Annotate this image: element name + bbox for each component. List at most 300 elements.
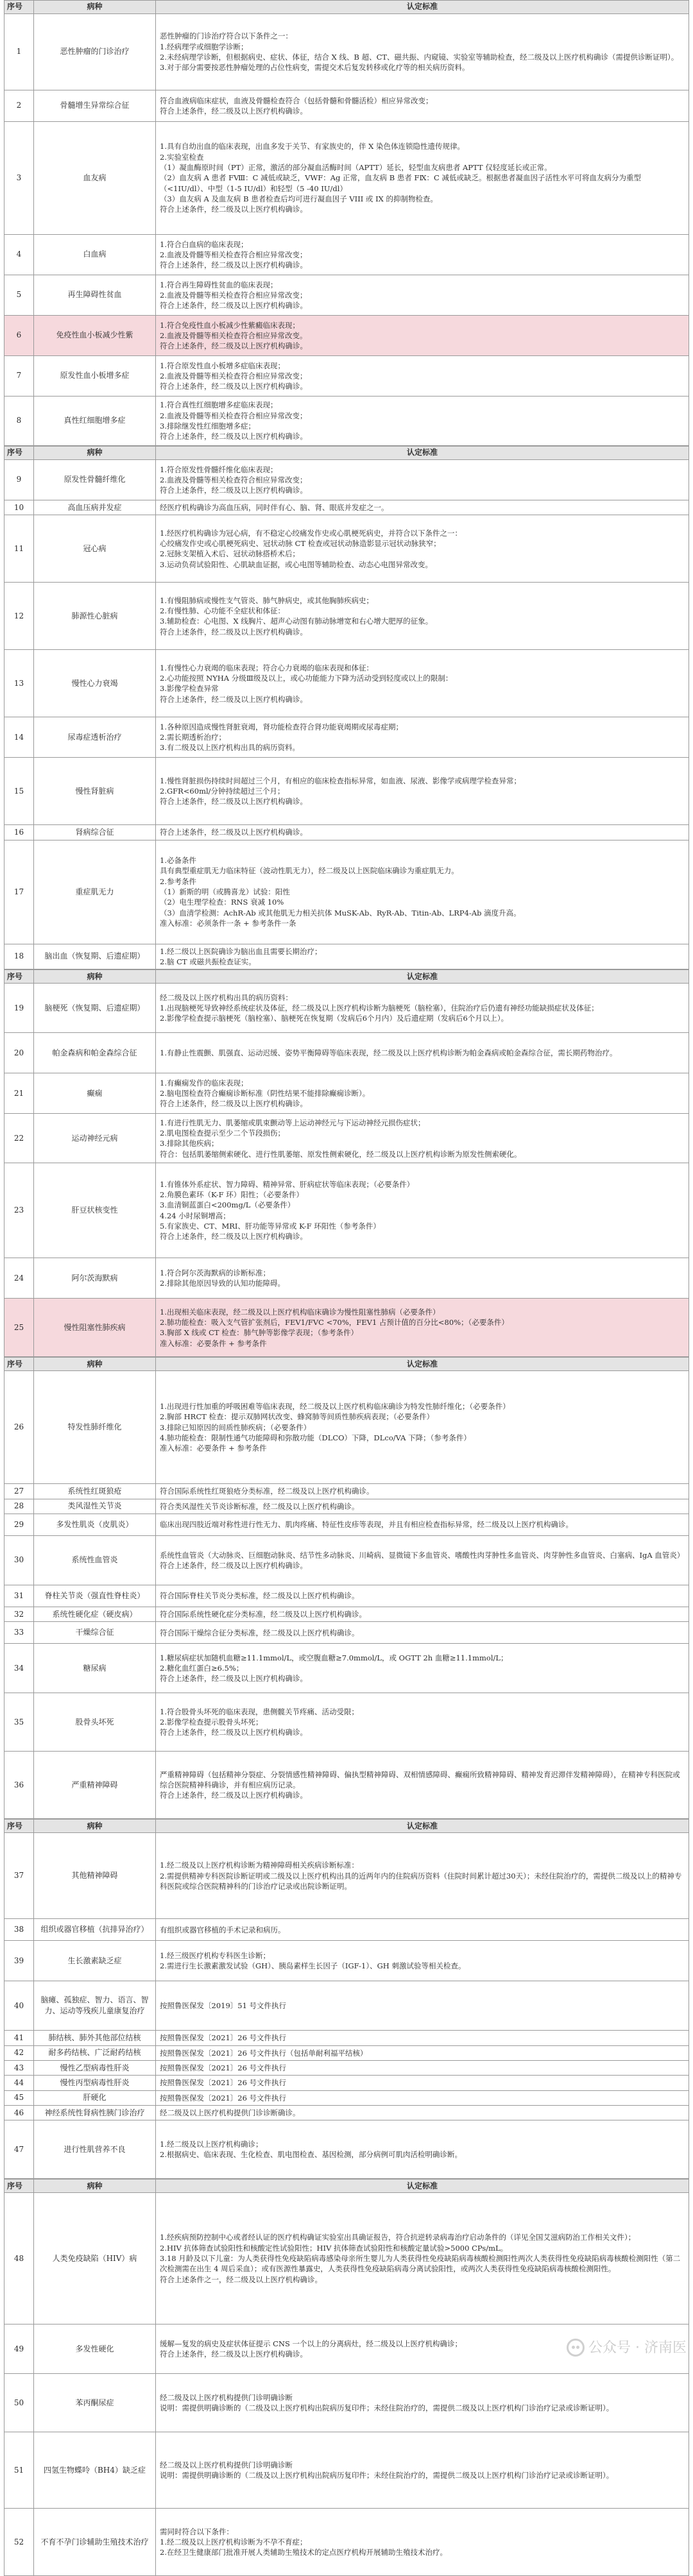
row-serial-no: 29	[4, 1514, 34, 1535]
criteria-line: 1.符合免疫性血小板减少性紫癜临床表现；	[160, 320, 300, 330]
row-disease-name: 脑出血（恢复期、后遗症期）	[34, 944, 156, 969]
table-row	[4, 1941, 689, 1981]
row-criteria	[156, 316, 689, 356]
row-serial-no: 27	[4, 1484, 34, 1499]
row-disease-name: 苯丙酮尿症	[34, 2374, 156, 2432]
row-criteria	[156, 1752, 689, 1819]
row-serial-no: 24	[4, 1258, 34, 1299]
table-row	[4, 984, 689, 1033]
criteria-line: 1.经二级及以上医疗机构诊断为不孕不育症；	[160, 2538, 307, 2547]
criteria-line: 2.血液及骨髓等相关检查符合相应异常改变；	[160, 371, 307, 380]
row-serial-no: 21	[4, 1073, 34, 1114]
criteria-line: 缓解—复发的病史及症状体征提示 CNS 一个以上的分离病灶，经二级及以上医疗机构确诊；	[160, 2339, 463, 2348]
row-serial-no: 25	[4, 1299, 34, 1357]
table-header-row	[4, 1820, 689, 1833]
criteria-line: 1.有癫痫发作的临床表现；	[160, 1078, 248, 1088]
criteria-line: 说明：需提供明确诊断的（二级及以上医疗机构出院病历复印件；未经住院治疗的，需提供二级及以上医疗机构门诊治疗记录或诊断证明）。	[160, 2403, 614, 2413]
criteria-line: 1.符合阿尔茨海默病的诊断标准；	[160, 1268, 270, 1277]
criteria-line: 经二级及以上医疗机构提供门诊明确诊断	[160, 2393, 293, 2402]
criteria-line: 符合上述条件，经二级及以上医疗机构确诊。	[160, 797, 307, 806]
row-serial-no: 42	[4, 2045, 34, 2060]
row-criteria	[156, 984, 689, 1033]
criteria-line: 符合上述条件，经二级及以上医疗机构确诊。	[160, 301, 307, 311]
header-disease-name: 病种	[34, 970, 156, 984]
row-disease-name: 生长激素缺乏症	[34, 1941, 156, 1981]
criteria-line: 准入标准：必要条件 + 参考条件	[160, 1338, 267, 1348]
table-row	[4, 2432, 689, 2509]
row-criteria	[156, 275, 689, 316]
row-criteria	[156, 2193, 689, 2324]
row-disease-name: 慢性丙型病毒性肝炎	[34, 2076, 156, 2090]
criteria-line: 按照鲁医保发〔2021〕26 号文件执行	[160, 2093, 287, 2103]
criteria-line: 符合上述条件，经二级及以上医疗机构确诊。	[160, 1791, 307, 1800]
row-criteria	[156, 122, 689, 235]
row-criteria	[156, 2509, 689, 2576]
table-row	[4, 1833, 689, 1919]
criteria-line: （2）电生理学检查：RNS 衰减 10%	[160, 898, 284, 907]
criteria-line: 符合类风湿性关节炎诊断标准，经二级及以上医疗机构确诊。	[160, 1501, 359, 1511]
standard-table	[4, 969, 689, 1357]
table-header-row	[4, 2179, 689, 2193]
row-disease-name: 慢性心力衰竭	[34, 650, 156, 717]
row-serial-no: 32	[4, 1607, 34, 1621]
row-criteria	[156, 758, 689, 825]
table-row	[4, 2105, 689, 2120]
criteria-line: 符合上述条件，经二级及以上医疗机构确诊。	[160, 260, 307, 270]
row-criteria	[156, 500, 689, 515]
row-serial-no: 22	[4, 1114, 34, 1163]
criteria-line: 3.运动负荷试验阳性、心肌缺血证据，或心电图等辅助检查、动态心电图异常改变。	[160, 559, 432, 569]
table-row	[4, 1585, 689, 1607]
row-disease-name: 肺源性心脏病	[34, 583, 156, 650]
table-header-row	[4, 970, 689, 984]
criteria-line: 1.符合真性红细胞增多症临床表现；	[160, 400, 278, 410]
table-row	[4, 1033, 689, 1073]
criteria-line: 准入标准：必须条件一条 + 参考条件一条	[160, 918, 296, 928]
criteria-line: 1.各种原因造成慢性肾脏衰竭，肾功能检查符合肾功能衰竭期或尿毒症期；	[160, 722, 403, 731]
table-row	[4, 1981, 689, 2031]
row-criteria	[156, 825, 689, 840]
table-row	[4, 275, 689, 316]
table-row	[4, 840, 689, 944]
row-criteria	[156, 840, 689, 944]
row-criteria	[156, 1258, 689, 1299]
table-row	[4, 2031, 689, 2045]
header-criteria: 认定标准	[156, 2179, 689, 2193]
table-row	[4, 758, 689, 825]
criteria-line: 2.实验室检查	[160, 152, 204, 162]
row-serial-no: 47	[4, 2120, 34, 2179]
criteria-line: 1.符合白血病的临床表现；	[160, 239, 248, 249]
row-serial-no: 46	[4, 2105, 34, 2120]
criteria-line: 符合上述条件，经二级及以上医疗机构确诊。	[160, 1099, 307, 1109]
row-criteria	[156, 1693, 689, 1752]
criteria-line: 2.血液及骨髓等相关检查符合相应异常改变；	[160, 475, 307, 484]
table-row	[4, 460, 689, 500]
criteria-line: （3）血友病 A 及血友病 B 患者检查后均可进行凝血因子 VIII 或 IX 的抑制物检查。	[160, 194, 438, 203]
row-serial-no: 34	[4, 1644, 34, 1693]
criteria-line: 2.肌电图检查提示至少二个节段损伤；	[160, 1128, 285, 1138]
row-disease-name: 肺结核、肺外其他部位结核	[34, 2031, 156, 2045]
criteria-line: 符合血液病临床症状，血液及骨髓检查符合（包括骨髓和骨髓活检）相应异常改变；	[160, 96, 433, 105]
standard-table	[4, 2179, 689, 2576]
row-serial-no: 45	[4, 2090, 34, 2105]
row-criteria	[156, 2060, 689, 2075]
table-row	[4, 1622, 689, 1644]
row-disease-name: 脊柱关节炎（强直性脊柱炎）	[34, 1585, 156, 1607]
criteria-line: 2.影像学检查提示脑梗死（脑栓塞）、脑梗死在恢复期（发病后6个月内）及后遗症期（发病后6个月以上）。	[160, 1014, 509, 1023]
row-disease-name: 四氢生物蝶呤（BH4）缺乏症	[34, 2432, 156, 2509]
criteria-line: 符合国际干燥综合征分类标准，经二级及以上医疗机构确诊。	[160, 1628, 359, 1637]
row-serial-no: 9	[4, 460, 34, 500]
criteria-line: 1.经疾病预防控制中心或者经认证的医疗机构确证实验室出具确证报告，符合抗逆转录病毒治疗启动条件的（详见全国艾滋病防治工作相关文件）；	[160, 2233, 636, 2242]
criteria-line: 有组织或器官移植的手术记录和病历。	[160, 1925, 286, 1934]
row-disease-name: 血友病	[34, 122, 156, 235]
table-row	[4, 717, 689, 758]
row-disease-name: 股骨头坏死	[34, 1693, 156, 1752]
row-criteria	[156, 1919, 689, 1941]
row-disease-name: 真性红细胞增多症	[34, 397, 156, 446]
criteria-line: 2.有慢性肺、心功能不全症状和体征：	[160, 606, 285, 615]
disease-standard-tables	[4, 0, 689, 2576]
row-disease-name: 特发性肺纤维化	[34, 1371, 156, 1484]
table-row	[4, 1499, 689, 1514]
row-serial-no: 7	[4, 356, 34, 397]
row-criteria	[156, 2105, 689, 2120]
criteria-line: 2.未经病理学诊断，但根据病史、症状、体征，结合 X 线、B 超、CT、磁共振、内窥镜、实验室等辅助检查，经二级及以上医疗机构确诊（需提供诊断证明）。	[160, 53, 679, 62]
criteria-line: 4.24 小时尿铜增高；	[160, 1211, 230, 1220]
standard-table	[4, 1819, 689, 2179]
table-row	[4, 944, 689, 969]
criteria-line: 符合上述条件，经二级及以上医疗机构确诊。	[160, 1560, 307, 1570]
criteria-line: （3）血清学检测：AchR-Ab 或其他肌无力相关抗体 MuSK-Ab、RyR-Ab、Titin-Ab、LRP4-Ab 滴度升高。	[160, 908, 521, 917]
criteria-line: 系统性血管炎（大动脉炎、巨细胞动脉炎、结节性多动脉炎、川崎病、显微镜下多血管炎、嗜酸性肉芽肿性多血管炎、肉芽肿性多血管炎、白塞病、IgA 血管炎）	[160, 1550, 685, 1560]
criteria-line: 2.根据病史、临床表现、生化检查、肌电图检查、基因检测，部分病例可肌肉活检明确诊断。	[160, 2150, 462, 2160]
criteria-line: 2.血液及骨髓等相关检查符合相应异常改变。	[160, 330, 307, 340]
criteria-line: 符合上述条件，经二级及以上医疗机构确诊。	[160, 486, 307, 495]
row-serial-no: 12	[4, 583, 34, 650]
criteria-line: 符合国际系统性硬化症分类标准，经二级及以上医疗机构确诊。	[160, 1609, 366, 1619]
row-criteria	[156, 717, 689, 758]
criteria-line: 3.排除已知原因的间质性肺疾病；（必要条件）	[160, 1422, 311, 1432]
row-serial-no: 43	[4, 2060, 34, 2075]
criteria-line: 1.经医疗机构确诊为冠心病，有不稳定心绞痛发作史或心肌梗死病史，并符合以下条件之一：	[160, 528, 462, 538]
row-disease-name: 严重精神障碍	[34, 1752, 156, 1819]
row-disease-name: 阿尔茨海默病	[34, 1258, 156, 1299]
row-disease-name: 慢性乙型病毒性肝炎	[34, 2060, 156, 2075]
criteria-line: 2.HIV 抗体筛查试验阳性和核酸定性试验阳性；HIV 抗体筛查试验阳性和核酸定量试验>5000 CPs/mL。	[160, 2243, 508, 2253]
row-serial-no: 8	[4, 397, 34, 446]
criteria-line: 2.排除其他原因导致的认知功能障碍。	[160, 1279, 285, 1288]
table-row	[4, 2509, 689, 2576]
criteria-line: 3.排除其他疾病；	[160, 1139, 219, 1148]
criteria-line: 1.符合原发性骨髓纤维化临床表现；	[160, 465, 278, 474]
row-serial-no: 30	[4, 1535, 34, 1585]
row-criteria	[156, 356, 689, 397]
table-row	[4, 1535, 689, 1585]
table-row	[4, 14, 689, 90]
criteria-line: 1.出现相关临床表现，经二级及以上医疗机构临床确诊为慢性阻塞性肺病（必要条件）	[160, 1307, 440, 1317]
row-criteria	[156, 1585, 689, 1607]
criteria-line: 1.经三级医疗机构专科医生诊断；	[160, 1950, 270, 1960]
row-serial-no: 1	[4, 14, 34, 90]
criteria-line: 1.符合股骨头坏死的临床表现，患侧髋关节疼痛、活动受限；	[160, 1707, 359, 1716]
row-serial-no: 50	[4, 2374, 34, 2432]
table-row	[4, 356, 689, 397]
row-disease-name: 多发性硬化	[34, 2324, 156, 2374]
table-row	[4, 1644, 689, 1693]
criteria-line: 按照鲁医保发〔2021〕26 号文件执行	[160, 2078, 287, 2088]
criteria-line: 2.冠脉支架植入术后、冠状动脉搭桥术后；	[160, 549, 300, 559]
criteria-line: 1.糖尿病症状加随机血糖≥11.1mmol/L，或空腹血糖≥7.0mmol/L，或 OGTT 2h 血糖≥11.1mmol/L；	[160, 1653, 508, 1662]
criteria-line: 严重精神障碍（包括精神分裂症、分裂情感性精神障碍、偏执型精神障碍、双相情感障碍、癫痫所致精神障碍、精神发育迟滞伴发精神障碍），在精神专科医院或综合医院精神科确诊，并有相应病历记录。	[160, 1770, 680, 1790]
criteria-line: 5.有家族史、CT、MRI、肝功能等异常或 K-F 环阳性（参考条件）	[160, 1222, 381, 1231]
row-criteria	[156, 460, 689, 500]
criteria-line: 按照鲁医保发〔2019〕51 号文件执行	[160, 2001, 287, 2011]
criteria-line: 2.血液及骨髓等相关检查符合相应异常改变；	[160, 411, 307, 420]
criteria-line: 3.影像学检查异常	[160, 684, 219, 694]
header-serial-no: 序号	[4, 2179, 34, 2193]
row-criteria	[156, 1644, 689, 1693]
criteria-line: 符合上述条件，经二级及以上医疗机构确诊。	[160, 694, 307, 704]
row-disease-name: 免疫性血小板减少性紫	[34, 316, 156, 356]
criteria-line: 2.糖化血红蛋白≥6.5%；	[160, 1664, 244, 1673]
row-disease-name: 不育不孕门诊辅助生殖技术治疗	[34, 2509, 156, 2576]
row-criteria	[156, 2120, 689, 2179]
criteria-line: 2.在经卫生健康部门批准开展人类辅助生殖技术的定点医疗机构开展辅助生殖技术治疗。	[160, 2548, 447, 2557]
table-row	[4, 1371, 689, 1484]
row-criteria	[156, 90, 689, 122]
row-criteria	[156, 2076, 689, 2090]
criteria-line: 2.肺功能检查：吸入支气管扩张剂后，FEV1/FVC <70%，FEV1 占预计值的百分比<80%；（必要条件）	[160, 1317, 509, 1327]
criteria-line: 2.脑电图检查符合癫痫诊断标准（阴性结果不能排除癫痫诊断）。	[160, 1089, 370, 1098]
criteria-line: 经医疗机构确诊为高血压病，同时伴有心、脑、肾、眼底并发症之一。	[160, 503, 389, 512]
row-serial-no: 44	[4, 2076, 34, 2090]
criteria-line: 符合上述条件，经二级及以上医疗机构确诊。	[160, 382, 307, 391]
criteria-line: 经二级及以上医疗机构提供门诊明确诊断	[160, 2460, 293, 2469]
table-row	[4, 1752, 689, 1819]
table-row	[4, 90, 689, 122]
criteria-line: 2.影像学检查提示股骨头坏死；	[160, 1718, 263, 1727]
row-criteria	[156, 1073, 689, 1114]
criteria-line: 1.符合原发性血小板增多症临床表现；	[160, 361, 285, 370]
row-serial-no: 13	[4, 650, 34, 717]
header-criteria: 认定标准	[156, 1820, 689, 1833]
row-disease-name: 重症肌无力	[34, 840, 156, 944]
row-criteria	[156, 397, 689, 446]
row-criteria	[156, 2031, 689, 2045]
row-serial-no: 31	[4, 1585, 34, 1607]
criteria-line: 1.出现进行性加重的呼吸困难等临床表现，经二级及以上医疗机构临床确诊为特发性肺纤维化；（必要条件）	[160, 1401, 510, 1411]
criteria-line: 符合上述条件，经二级及以上医疗机构确诊。	[160, 828, 307, 837]
row-disease-name: 类风湿性关节炎	[34, 1499, 156, 1514]
criteria-line: 符合上述条件之一，经二级及以上医疗机构确诊。	[160, 2274, 322, 2284]
row-serial-no: 39	[4, 1941, 34, 1981]
row-disease-name: 系统性红斑狼疮	[34, 1484, 156, 1499]
criteria-line: 3.排除继发性红细胞增多症；	[160, 422, 255, 431]
header-disease-name: 病种	[34, 2179, 156, 2193]
table-row	[4, 1114, 689, 1163]
row-serial-no: 16	[4, 825, 34, 840]
criteria-line: 按照鲁医保发〔2021〕26 号文件执行	[160, 2063, 287, 2072]
criteria-line: 2.GFR<60ml/分钟持续超过三个月；	[160, 787, 285, 796]
row-serial-no: 11	[4, 515, 34, 583]
table-row	[4, 1299, 689, 1357]
table-header-row	[4, 447, 689, 460]
table-row	[4, 2076, 689, 2090]
header-disease-name: 病种	[34, 447, 156, 460]
criteria-line: 符合国际脊柱关节炎分类标准，经二级及以上医疗机构确诊。	[160, 1591, 359, 1601]
table-row	[4, 1607, 689, 1621]
table-row	[4, 2090, 689, 2105]
row-serial-no: 5	[4, 275, 34, 316]
criteria-line: 2.脑 CT 或磁共振检查证实。	[160, 957, 256, 966]
criteria-line: 3.对于部分需要按恶性肿瘤处理的占位性病变，需提交术后复发转移或化疗等的相关病历资料。	[160, 63, 470, 73]
header-criteria: 认定标准	[156, 1358, 689, 1371]
row-serial-no: 49	[4, 2324, 34, 2374]
criteria-line: 1.有静止性震颤、肌强直、运动迟缓、姿势平衡障碍等临床表现，经二级及以上医疗机构诊断为帕金森病或帕金森综合征，需长期药物治疗。	[160, 1048, 617, 1058]
row-disease-name: 慢性肾脏病	[34, 758, 156, 825]
header-serial-no: 序号	[4, 1820, 34, 1833]
table-row	[4, 1514, 689, 1535]
criteria-line: 1.有慢阻肺病或慢性支气管炎、肺气肿病史，或其他胸肺疾病史；	[160, 595, 373, 605]
table-row	[4, 235, 689, 275]
criteria-line: 1.经二级及以上医疗机构确诊；	[160, 2139, 263, 2149]
row-serial-no: 36	[4, 1752, 34, 1819]
criteria-line: 经二级及以上医疗机构提供门诊诊断确诊。	[160, 2108, 300, 2117]
criteria-line: 1.慢性肾脏损伤持续时间超过三个月，有相应的临床检查指标异常，如血液、尿液、影像学或病理学检查异常；	[160, 776, 521, 785]
row-criteria	[156, 1607, 689, 1621]
criteria-line: 1.具有自幼出血的临床表现，出血多发于关节、有家族史的，伴 X 染色体连锁隐性遗传规律。	[160, 142, 465, 151]
header-serial-no: 序号	[4, 1, 34, 14]
criteria-line: 1.有慢性心力衰竭的临床表现；符合心力衰竭的临床表现和体征：	[160, 663, 373, 672]
table-row	[4, 2193, 689, 2324]
watermark-text: 公众号 · 济南医	[588, 2339, 687, 2356]
table-row	[4, 2060, 689, 2075]
row-disease-name: 干燥综合征	[34, 1622, 156, 1644]
table-row	[4, 1163, 689, 1258]
criteria-line: 准入标准：必要条件 + 参考条件	[160, 1444, 267, 1453]
table-row	[4, 2045, 689, 2060]
row-disease-name: 高血压病并发症	[34, 500, 156, 515]
standard-table	[4, 446, 689, 969]
row-serial-no: 14	[4, 717, 34, 758]
row-serial-no: 51	[4, 2432, 34, 2509]
row-serial-no: 19	[4, 984, 34, 1033]
row-disease-name: 原发性骨髓纤维化	[34, 460, 156, 500]
row-disease-name: 肝豆状核变性	[34, 1163, 156, 1258]
row-disease-name: 多发性肌炎（皮肌炎）	[34, 1514, 156, 1535]
row-criteria	[156, 1033, 689, 1073]
criteria-line: 符合国际系统性红斑狼疮分类标准，经二级及以上医疗机构确诊。	[160, 1487, 374, 1496]
table-row	[4, 122, 689, 235]
criteria-line: 2.血液及骨髓等相关检查符合相应异常改变；	[160, 290, 307, 300]
criteria-line: 1.有锥体外系症状、智力障碍、精神异常、肝病症状等临床表现；（必要条件）	[160, 1179, 415, 1189]
row-disease-name: 其他精神障碍	[34, 1833, 156, 1919]
row-criteria	[156, 1299, 689, 1357]
criteria-line: 符合上述条件，经二级及以上医疗机构确诊。	[160, 1674, 307, 1684]
criteria-line: 符合：包括肌萎缩侧索硬化、进行性肌萎缩、原发性侧索硬化，经二级及以上医疗机构诊断为原发性侧索硬化。	[160, 1149, 522, 1159]
row-criteria	[156, 650, 689, 717]
table-row	[4, 515, 689, 583]
row-disease-name: 运动神经元病	[34, 1114, 156, 1163]
table-row	[4, 316, 689, 356]
criteria-line: 2.血液及骨髓等相关检查符合相应异常改变；	[160, 250, 307, 259]
header-criteria: 认定标准	[156, 447, 689, 460]
header-disease-name: 病种	[34, 1, 156, 14]
row-criteria	[156, 14, 689, 90]
criteria-line: 2.心功能按照 NYHA 分级Ⅲ级及以上，或心功能能力下降为活动受到轻度或以上的限制：	[160, 674, 453, 683]
row-criteria	[156, 1622, 689, 1644]
criteria-line: 符合上述条件，经二级及以上医疗机构确诊。	[160, 205, 307, 214]
criteria-line: 2.需进行生长激素激发试验（GH）、胰岛素样生长因子（IGF-1）、GH 刺激试验等相关检查。	[160, 1961, 466, 1971]
table-row	[4, 500, 689, 515]
criteria-line: 符合上述条件，经二级及以上医疗机构确诊。	[160, 1728, 307, 1737]
row-disease-name: 帕金森病和帕金森综合征	[34, 1033, 156, 1073]
table-row	[4, 1484, 689, 1499]
table-row	[4, 1693, 689, 1752]
row-serial-no: 41	[4, 2031, 34, 2045]
row-criteria	[156, 235, 689, 275]
criteria-line: 1.有进行性肌无力、肌萎缩或肌束颤动等上运动神经元与下运动神经元损伤症状；	[160, 1118, 425, 1127]
criteria-line: 3.有二级及以上医疗机构出具的病历资料。	[160, 743, 300, 753]
row-serial-no: 23	[4, 1163, 34, 1258]
table-row	[4, 583, 689, 650]
row-disease-name: 尿毒症透析治疗	[34, 717, 156, 758]
row-disease-name: 冠心病	[34, 515, 156, 583]
row-disease-name: 癫痫	[34, 1073, 156, 1114]
row-serial-no: 52	[4, 2509, 34, 2576]
row-criteria	[156, 1499, 689, 1514]
criteria-line: 1.经病理学或细胞学诊断；	[160, 42, 248, 51]
row-serial-no: 18	[4, 944, 34, 969]
row-disease-name: 神经系统性肾病性胰门诊治疗	[34, 2105, 156, 2120]
row-criteria	[156, 1163, 689, 1258]
row-serial-no: 48	[4, 2193, 34, 2324]
row-serial-no: 37	[4, 1833, 34, 1919]
row-disease-name: 脑梗死（恢复期、后遗症期）	[34, 984, 156, 1033]
table-header-row	[4, 1358, 689, 1371]
row-serial-no: 38	[4, 1919, 34, 1941]
criteria-line: 说明：需提供明确诊断的（二级及以上医疗机构出院病历复印件；未经住院治疗的，需提供二级及以上医疗机构门诊治疗记录或诊断证明）。	[160, 2471, 614, 2480]
row-disease-name: 进行性肌营养不良	[34, 2120, 156, 2179]
row-serial-no: 6	[4, 316, 34, 356]
header-criteria: 认定标准	[156, 1, 689, 14]
criteria-line: 1.经二级以上医院确诊为脑出血且需要长期治疗；	[160, 946, 322, 956]
row-criteria	[156, 2374, 689, 2432]
criteria-line: 符合上述条件，经二级及以上医疗机构确诊。	[160, 627, 307, 636]
criteria-line: （2）血友病 A 患者 FⅧ：C 减低或缺乏，VWF：Ag 正常，血友病 B 患者 FⅨ：C 减低或缺乏。根据患者凝血因子活性水平可将血友病分为重型（<1IU/dl）、中型（1-5 IU/dl）和轻型（5 -40 IU/dl）	[160, 173, 642, 193]
row-disease-name: 白血病	[34, 235, 156, 275]
row-disease-name: 系统性血管炎	[34, 1535, 156, 1585]
row-serial-no: 28	[4, 1499, 34, 1514]
table-row	[4, 2374, 689, 2432]
row-disease-name: 系统性硬化症（硬皮病）	[34, 1607, 156, 1621]
row-serial-no: 10	[4, 500, 34, 515]
row-criteria	[156, 2045, 689, 2060]
row-serial-no: 4	[4, 235, 34, 275]
header-serial-no: 序号	[4, 970, 34, 984]
row-criteria	[156, 1535, 689, 1585]
row-serial-no: 17	[4, 840, 34, 944]
row-disease-name: 骨髓增生异常综合征	[34, 90, 156, 122]
row-criteria	[156, 2432, 689, 2509]
row-criteria	[156, 1371, 689, 1484]
header-disease-name: 病种	[34, 1358, 156, 1371]
criteria-line: 2.参考条件	[160, 876, 196, 886]
watermark	[567, 2338, 687, 2358]
table-row	[4, 1919, 689, 1941]
